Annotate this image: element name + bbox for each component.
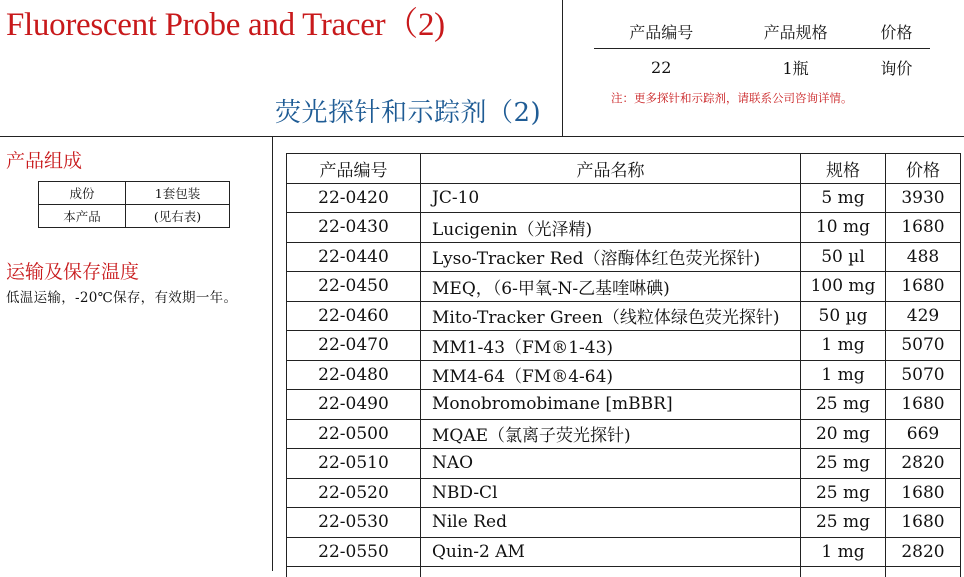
product-spec: 25 mg <box>801 508 886 538</box>
product-price: 3930 <box>886 183 961 213</box>
empty-cell <box>421 567 801 577</box>
product-code: 22-0480 <box>287 360 421 390</box>
summary-price: 询价 <box>863 49 930 86</box>
composition-row <box>39 205 230 228</box>
summary-col-price: 价格 <box>863 14 930 49</box>
product-name: Mito-Tracker Green（线粒体绿色荧光探针) <box>421 301 801 331</box>
product-name: JC-10 <box>421 183 801 213</box>
header-divider-horizontal <box>0 136 964 137</box>
product-spec: 25 mg <box>801 390 886 420</box>
product-row <box>287 213 961 243</box>
col-header-code: 产品编号 <box>287 154 421 184</box>
summary-col-code: 产品编号 <box>594 14 728 49</box>
product-name: MQAE（氯离子荧光探针) <box>421 419 801 449</box>
col-header-price: 价格 <box>886 154 961 184</box>
product-name: Nile Red <box>421 508 801 538</box>
product-row-cut <box>287 567 961 577</box>
product-price: 669 <box>886 419 961 449</box>
product-row <box>287 360 961 390</box>
product-spec: 20 mg <box>801 419 886 449</box>
page-title-en: Fluorescent Probe and Tracer（2) <box>6 0 445 45</box>
composition-cell: 本产品 <box>39 205 126 228</box>
product-code: 22-0430 <box>287 213 421 243</box>
product-code: 22-0440 <box>287 242 421 272</box>
product-row <box>287 183 961 213</box>
product-name: MM1-43（FM®1-43) <box>421 331 801 361</box>
product-price: 1680 <box>886 272 961 302</box>
product-spec: 1 mg <box>801 537 886 567</box>
product-name: Lyso-Tracker Red（溶酶体红色荧光探针) <box>421 242 801 272</box>
product-row <box>287 537 961 567</box>
composition-heading: 产品组成 <box>6 146 82 173</box>
product-spec: 50 µg <box>801 301 886 331</box>
empty-cell <box>886 567 961 577</box>
product-spec: 10 mg <box>801 213 886 243</box>
page-title-cn: 荧光探针和示踪剂（2) <box>275 92 541 129</box>
product-code: 22-0470 <box>287 331 421 361</box>
product-name: MEQ，（6-甲氧-N-乙基喹啉碘) <box>421 272 801 302</box>
composition-cell: 成份 <box>39 182 126 205</box>
empty-cell <box>801 567 886 577</box>
product-price: 1680 <box>886 478 961 508</box>
empty-cell <box>287 567 421 577</box>
composition-table <box>38 181 230 228</box>
summary-row <box>594 49 930 86</box>
product-price: 5070 <box>886 331 961 361</box>
product-price: 2820 <box>886 449 961 479</box>
product-row <box>287 419 961 449</box>
summary-col-spec: 产品规格 <box>728 14 862 49</box>
product-table <box>286 153 961 577</box>
product-spec: 25 mg <box>801 449 886 479</box>
product-row <box>287 478 961 508</box>
product-code: 22-0450 <box>287 272 421 302</box>
product-row <box>287 242 961 272</box>
product-price: 1680 <box>886 213 961 243</box>
product-spec: 25 mg <box>801 478 886 508</box>
product-spec: 50 µl <box>801 242 886 272</box>
product-row <box>287 331 961 361</box>
summary-spec: 1瓶 <box>728 49 862 86</box>
product-spec: 1 mg <box>801 360 886 390</box>
product-code: 22-0520 <box>287 478 421 508</box>
product-code: 22-0530 <box>287 508 421 538</box>
product-name: Lucigenin（光泽精) <box>421 213 801 243</box>
product-code: 22-0550 <box>287 537 421 567</box>
col-header-name: 产品名称 <box>421 154 801 184</box>
product-row <box>287 301 961 331</box>
product-code: 22-0500 <box>287 419 421 449</box>
product-name: NAO <box>421 449 801 479</box>
header-divider-vertical <box>562 0 563 136</box>
product-row <box>287 390 961 420</box>
composition-cell: (见右表) <box>126 205 230 228</box>
body-divider-vertical <box>272 137 273 571</box>
summary-code: 22 <box>594 49 728 86</box>
product-code: 22-0490 <box>287 390 421 420</box>
product-price: 429 <box>886 301 961 331</box>
product-price: 2820 <box>886 537 961 567</box>
product-row <box>287 508 961 538</box>
product-table-body <box>287 183 961 577</box>
product-row <box>287 449 961 479</box>
product-name: MM4-64（FM®4-64) <box>421 360 801 390</box>
summary-header-row <box>594 14 930 49</box>
composition-row <box>39 182 230 205</box>
product-name: NBD-Cl <box>421 478 801 508</box>
product-price: 5070 <box>886 360 961 390</box>
product-code: 22-0460 <box>287 301 421 331</box>
product-header-row <box>287 154 961 184</box>
product-row <box>287 272 961 302</box>
transport-heading: 运输及保存温度 <box>6 257 139 284</box>
product-name: Monobromobimane [mBBR] <box>421 390 801 420</box>
product-spec: 5 mg <box>801 183 886 213</box>
transport-text: 低温运输，-20℃保存，有效期一年。 <box>6 288 268 309</box>
composition-cell: 1套包装 <box>126 182 230 205</box>
product-spec: 1 mg <box>801 331 886 361</box>
col-header-spec: 规格 <box>801 154 886 184</box>
product-price: 1680 <box>886 390 961 420</box>
product-spec: 100 mg <box>801 272 886 302</box>
product-code: 22-0510 <box>287 449 421 479</box>
contact-note: 注：更多探针和示踪剂，请联系公司咨询详情。 <box>611 90 853 106</box>
summary-table <box>594 14 930 85</box>
product-name: Quin-2 AM <box>421 537 801 567</box>
product-price: 488 <box>886 242 961 272</box>
product-code: 22-0420 <box>287 183 421 213</box>
product-price: 1680 <box>886 508 961 538</box>
